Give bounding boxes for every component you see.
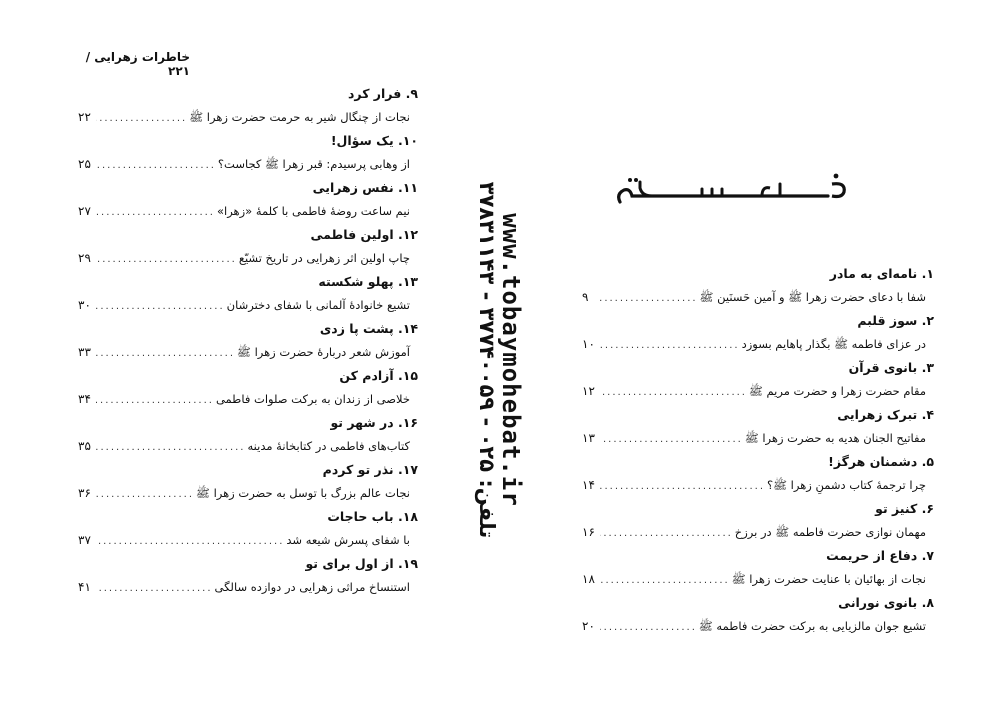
toc-entry-line[interactable]: [582, 286, 934, 310]
toc-entry-subtitle: با شفای پسرش شیعه شد: [286, 532, 410, 547]
dot-leader: [600, 287, 698, 311]
dot-leader: [96, 577, 213, 601]
toc-page-number: ۱۳: [582, 430, 595, 445]
toc-page-number: ۲۲: [78, 109, 91, 124]
toc-entry-title[interactable]: ۷. دفاع از حریمت: [826, 548, 934, 563]
toc-entry-title[interactable]: ۱۹. از اول برای تو: [305, 556, 418, 571]
toc-entry-subtitle: نجات از بهائیان با عنایت حضرت زهرا ﷺ: [731, 571, 926, 586]
toc-entry-subtitle: تشیع خانوادهٔ آلمانی با شفای دخترشان: [226, 297, 410, 312]
toc-page-number: ۲۷: [78, 203, 91, 218]
toc-page-number: ۳۶: [78, 485, 91, 500]
toc-entry-subtitle: در عزای فاطمه ﷺ بگذار پاهایم بسوزد: [741, 336, 926, 351]
dot-leader: [600, 334, 740, 358]
toc-page-number: ۲۵: [78, 156, 91, 171]
toc-page-number: ۱۰: [582, 336, 595, 351]
phone-numbers: تلفن: ۰۲۵ - ۳۷۷۴۰۰۵۹ - ۳۷۸۳۱۱۴۳: [475, 181, 499, 539]
running-header: خاطرات زهرایی / ۲۲۱: [85, 50, 190, 78]
toc-entry-line[interactable]: [582, 568, 934, 592]
dot-leader: [96, 248, 237, 272]
dot-leader: [600, 569, 730, 593]
toc-entry-line[interactable]: [78, 435, 418, 459]
toc-entry-subtitle: نجات از چنگال شیر به حرمت حضرت زهرا ﷺ: [189, 109, 410, 124]
toc-heading: [612, 172, 852, 212]
toc-entry-subtitle: شفا با دعای حضرت زهرا ﷺ و آمین حَسنَین ﷺ: [699, 289, 926, 304]
toc-page-number: ۱۸: [582, 571, 595, 586]
toc-entry-line[interactable]: [582, 521, 934, 545]
toc-entry-line[interactable]: [78, 341, 418, 365]
toc-page-number: ۱۲: [582, 383, 595, 398]
toc-entry-line[interactable]: [78, 482, 418, 506]
toc-entry-title[interactable]: ۱۰. یک سؤال!: [330, 133, 418, 148]
toc-entry-line[interactable]: [78, 153, 418, 177]
toc-list-continued: [78, 82, 418, 599]
toc-entry-title[interactable]: ۴. تبرک زهرایی: [837, 407, 934, 422]
dot-leader: [96, 295, 225, 319]
toc-entry-title[interactable]: ۱۵. آزادم کن: [339, 368, 418, 383]
toc-entry-subtitle: مقام حضرت زهرا و حضرت مریم ﷺ: [748, 383, 926, 398]
toc-page-number: ۴۱: [78, 579, 91, 594]
toc-entry-line[interactable]: [78, 388, 418, 412]
toc-page-number: ۱۴: [582, 477, 595, 492]
toc-entry-subtitle: تشیع جوان مالزیایی به برکت حضرت فاطمه ﷺ: [698, 618, 926, 633]
toc-entry-line[interactable]: [582, 427, 934, 451]
toc-entry-line[interactable]: [582, 380, 934, 404]
toc-entry-subtitle: نجات عالم بزرگ با توسل به حضرت زهرا ﷺ: [196, 485, 410, 500]
toc-entry-title[interactable]: ۱. نامه‌ای به مادر: [829, 266, 934, 281]
toc-entry-subtitle: نیم ساعت روضهٔ فاطمی با کلمهٔ «زهرا»: [216, 203, 410, 218]
toc-entry-title[interactable]: ۳. بانوی قرآن: [848, 360, 934, 375]
dot-leader: [600, 522, 733, 546]
toc-page-number: ۱۶: [582, 524, 595, 539]
toc-entry-title[interactable]: ۲. سوز قلبم: [857, 313, 934, 328]
website-url[interactable]: www.tobaymohebat.ir: [497, 213, 525, 507]
contact-banner: [470, 160, 530, 560]
toc-entry-line[interactable]: [582, 474, 934, 498]
dot-leader: [600, 616, 697, 640]
toc-entry-title[interactable]: ۶. کنیز تو: [875, 501, 934, 516]
dot-leader: [96, 530, 284, 554]
toc-entry-title[interactable]: ۹. فرار کرد: [348, 86, 418, 101]
toc-page-number: ۹: [582, 289, 589, 304]
toc-page-number: ۲۰: [582, 618, 595, 633]
toc-page-number: ۲۹: [78, 250, 91, 265]
dot-leader: [600, 381, 747, 405]
toc-entry-line[interactable]: [78, 247, 418, 271]
toc-entry-title[interactable]: ۱۱. نفس زهرایی: [312, 180, 418, 195]
toc-entry-title[interactable]: ۱۳. پهلو شکسته: [318, 274, 418, 289]
dot-leader: [96, 389, 214, 413]
toc-entry-title[interactable]: ۱۲. اولین فاطمی: [310, 227, 418, 242]
toc-entry-line[interactable]: [78, 106, 418, 130]
toc-entry-subtitle: مفاتیح الجنان هدیه به حضرت زهرا ﷺ: [744, 430, 926, 445]
toc-entry-line[interactable]: [78, 576, 418, 600]
toc-entry-subtitle: از وهابی پرسیدم: قبر زهرا ﷺ کجاست؟: [217, 156, 410, 171]
toc-entry-subtitle: استنساخ مراثی زهرایی در دوازده سالگی: [214, 579, 410, 594]
toc-entry-line[interactable]: [78, 294, 418, 318]
dot-leader: [96, 154, 216, 178]
toc-entry-subtitle: چاپ اولین اثر زهرایی در تاریخ تشیّع: [238, 250, 410, 265]
toc-entry-subtitle: کتاب‌های فاطمی در کتابخانهٔ مدینه: [247, 438, 410, 453]
right-page: [530, 0, 1000, 707]
toc-page-number: ۳۷: [78, 532, 91, 547]
toc-entry-title[interactable]: ۱۷. نذر تو کردم: [322, 462, 418, 477]
toc-entry-title[interactable]: ۱۸. باب حاجات: [327, 509, 418, 524]
toc-list: [582, 262, 934, 638]
dot-leader: [96, 342, 235, 366]
toc-page-number: ۳۳: [78, 344, 91, 359]
toc-entry-subtitle: آموزش شعر دربارهٔ حضرت زهرا ﷺ: [237, 344, 410, 359]
toc-entry-title[interactable]: ۵. دشمنان هرگز!: [828, 454, 934, 469]
toc-entry-title[interactable]: ۱۴. پشت پا زدی: [319, 321, 418, 336]
toc-entry-line[interactable]: [78, 529, 418, 553]
toc-page-number: ۳۴: [78, 391, 91, 406]
toc-entry-line[interactable]: [78, 200, 418, 224]
dot-leader: [96, 436, 245, 460]
toc-page-number: ۳۰: [78, 297, 91, 312]
toc-entry-line[interactable]: [582, 615, 934, 639]
dot-leader: [600, 475, 765, 499]
toc-entry-subtitle: چرا ترجمهٔ کتاب دشمنِ زهرا ﷺ؟: [767, 477, 926, 492]
toc-entry-line[interactable]: [582, 333, 934, 357]
toc-entry-title[interactable]: ۱۶. در شهر تو: [330, 415, 418, 430]
left-page: [0, 0, 470, 707]
dot-leader: [96, 483, 194, 507]
toc-entry-title[interactable]: ۸. بانوی نورانی: [838, 595, 934, 610]
dot-leader: [600, 428, 743, 452]
dot-leader: [96, 201, 215, 225]
toc-entry-subtitle: خلاصی از زندان به برکت صلوات فاطمی: [215, 391, 410, 406]
dot-leader: [96, 107, 187, 131]
toc-heading-calligraphy: [612, 172, 852, 212]
toc-entry-subtitle: مهمان نوازی حضرت فاطمه ﷺ در برزخ: [734, 524, 926, 539]
toc-page-number: ۳۵: [78, 438, 91, 453]
